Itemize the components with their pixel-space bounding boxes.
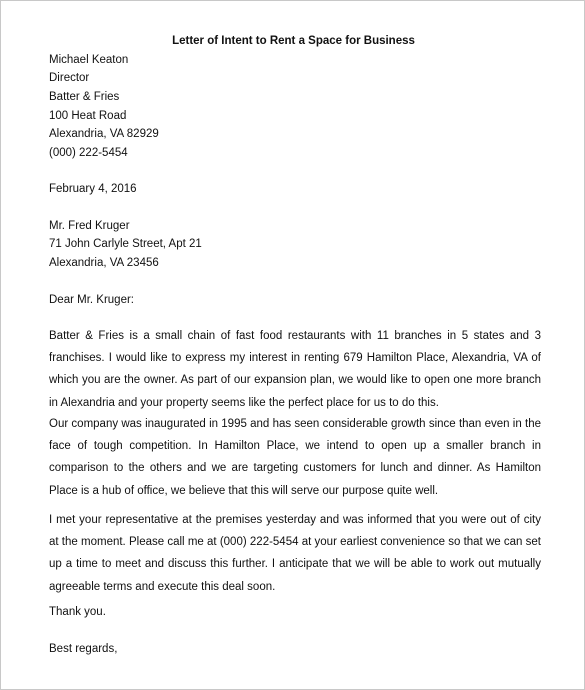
sender-street: 100 Heat Road [49,110,127,122]
sender-company: Batter & Fries [49,91,120,103]
salutation: Dear Mr. Kruger: [49,294,134,306]
body-paragraph-2: Our company was inaugurated in 1995 and has seen considerable growth since than even in the face of tough competition. In Hamilton Place, we intend to open up a smaller branch in comparison to the others and we are targeting customers for lunch and dinner. As Hamilton Place is a hub of office, we believe that this will serve our purpose quite well. [49,418,541,497]
sender-name: Michael Keaton [49,54,129,66]
sender-city: Alexandria, VA 82929 [49,128,159,140]
recipient-city: Alexandria, VA 23456 [49,257,159,269]
closing-line: Best regards, [49,643,118,655]
recipient-name: Mr. Fred Kruger [49,220,130,232]
recipient-street: 71 John Carlyle Street, Apt 21 [49,238,202,250]
sender-phone: (000) 222-5454 [49,147,128,159]
sender-position: Director [49,72,90,84]
thanks-line: Thank you. [49,606,106,618]
body-paragraph-1: Batter & Fries is a small chain of fast food restaurants with 11 branches in 5 states and 3 franchises. I would like to express my interest in renting 679 Hamilton Place, Alexandria, VA of which you are the owner. As part of our expansion plan, we would like to open one more branch in Alexandria and your property seems like the perfect place for us to do this. [49,330,541,409]
letter-date: February 4, 2016 [49,183,137,195]
letter-title: Letter of Intent to Rent a Space for Business [172,35,415,47]
body-paragraph-3: I met your representative at the premises yesterday and was informed that you were out of city at the moment. Please call me at (000) 222-5454 at your earliest convenience so that we can set up a time to meet and discuss this further. I anticipate that we will be able to work out mutually agreeable terms and execute this deal soon. [49,514,541,593]
